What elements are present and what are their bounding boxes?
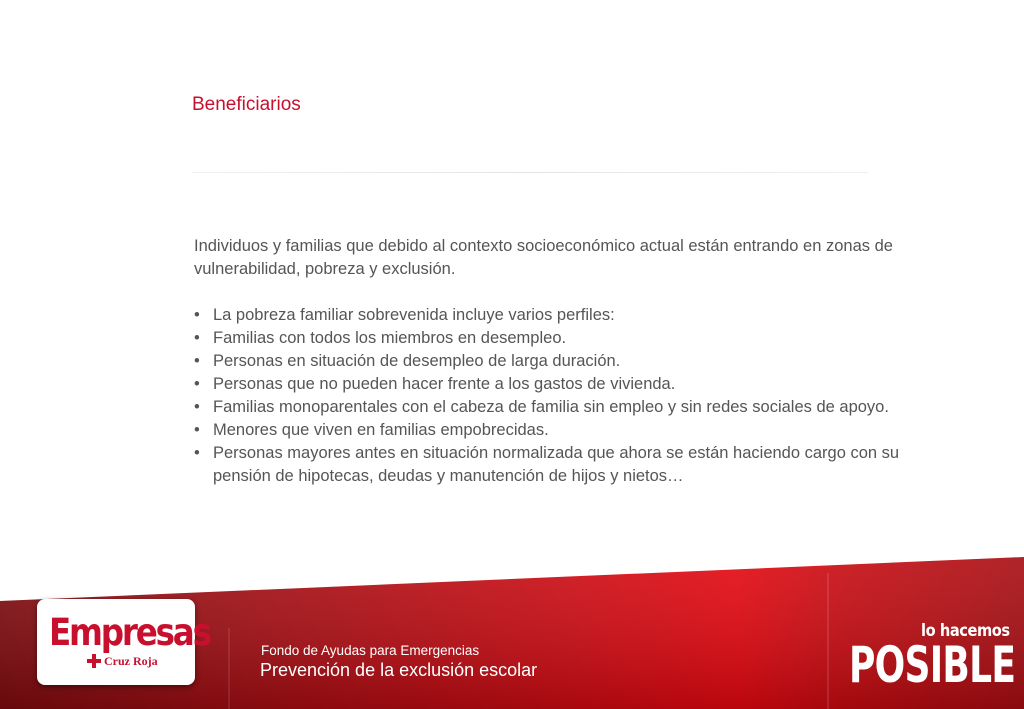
slogan-big: POSIBLE	[849, 636, 1016, 694]
list-item-text: Familias con todos los miembros en desempleo.	[213, 329, 567, 347]
bullet-glyph: •	[194, 398, 200, 416]
list-item-text: Familias monoparentales con el cabeza de familia sin empleo y sin redes sociales de apoyo.	[213, 398, 889, 416]
list-item-text: Personas que no pueden hacer frente a los gastos de vivienda.	[213, 375, 676, 393]
logo-wordmark: Empresas	[49, 611, 210, 654]
bullet-glyph: •	[194, 306, 200, 324]
slogan-small: lo hacemos	[921, 621, 1010, 641]
slide-title: Beneficiarios	[192, 94, 301, 115]
list-item-text: Personas en situación de desempleo de larga duración.	[213, 352, 621, 370]
red-cross-icon	[87, 654, 101, 668]
bullet-glyph: •	[194, 375, 200, 393]
list-item-text: Menores que viven en familias empobrecidas.	[213, 421, 549, 439]
list-item-text: Personas mayores antes en situación normalizada que ahora se están haciendo cargo con su pensión de hipotecas, deudas y manutención de hijos y nietos…	[213, 444, 900, 485]
footer-subtitle: Fondo de Ayudas para Emergencias	[261, 643, 480, 658]
intro-paragraph: Individuos y familias que debido al contexto socioeconómico actual están entrando en zonas de vulnerabilidad, pobreza y exclusión.	[194, 237, 893, 278]
empresas-cruz-roja-logo	[37, 599, 210, 685]
bullet-glyph: •	[194, 329, 200, 347]
bullet-glyph: •	[194, 352, 200, 370]
footer-headline: Prevención de la exclusión escolar	[260, 660, 538, 680]
list-item-text: La pobreza familiar sobrevenida incluye varios perfiles:	[213, 306, 615, 324]
bullet-glyph: •	[194, 421, 200, 439]
bullet-glyph: •	[194, 444, 200, 462]
logo-subtext: Cruz Roja	[104, 654, 158, 668]
